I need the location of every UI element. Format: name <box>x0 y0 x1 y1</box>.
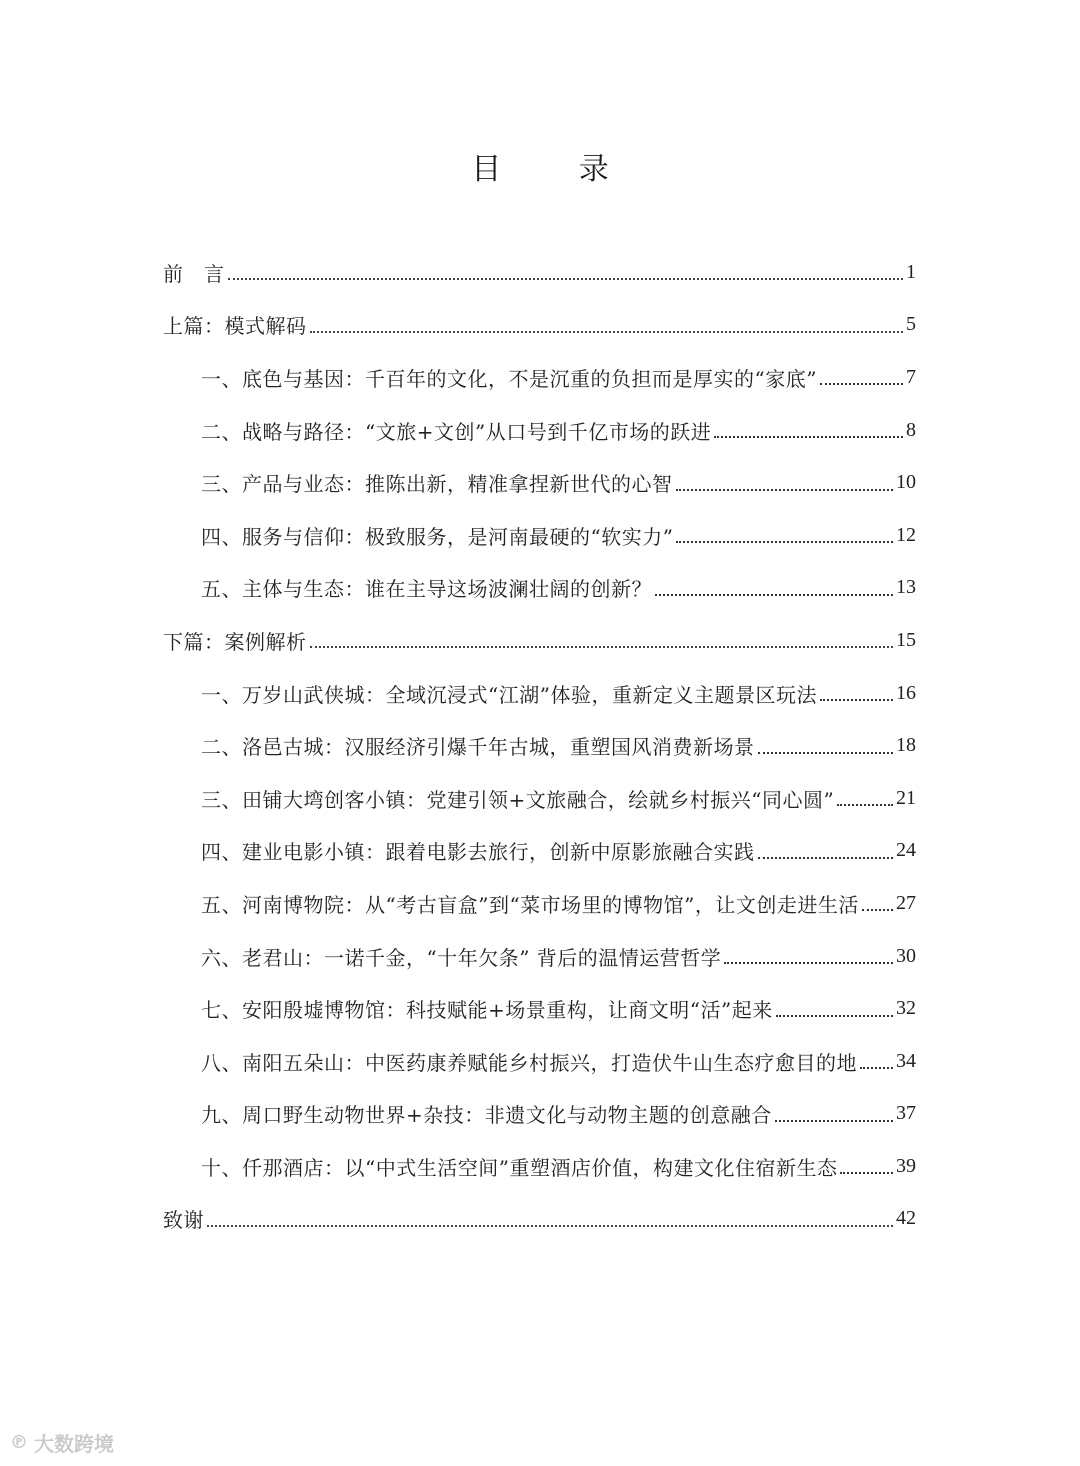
toc-entry-page-number: 37 <box>896 1102 916 1125</box>
toc-entry-label: 九、周口野生动物世界+杂技：非遗文化与动物主题的创意融合 <box>201 1103 772 1128</box>
toc-entry-label: 前 言 <box>163 261 225 286</box>
toc-chapter-entry[interactable] <box>163 930 916 983</box>
toc-dot-leader <box>655 594 893 596</box>
toc-dot-leader <box>228 278 904 280</box>
toc-chapter-entry[interactable] <box>163 825 916 878</box>
toc-entry-page-number: 34 <box>896 1049 916 1072</box>
toc-dot-leader <box>840 1172 893 1174</box>
toc-entry-label: 七、安阳殷墟博物馆：科技赋能+场景重构，让商文明“活”起来 <box>201 998 773 1023</box>
toc-entry-page-number: 32 <box>896 997 916 1020</box>
toc-entry-page-number: 8 <box>906 418 916 441</box>
toc-entry-label: 二、洛邑古城：汉服经济引爆千年古城，重塑国风消费新场景 <box>201 735 755 760</box>
toc-chapter-entry[interactable] <box>163 1088 916 1141</box>
toc-entry-label: 五、河南博物院：从“考古盲盒”到“菜市场里的博物馆”，让文创走进生活 <box>201 892 859 917</box>
toc-entry-page-number: 21 <box>896 786 916 809</box>
toc-chapter-entry[interactable] <box>163 877 916 930</box>
toc-dot-leader <box>310 331 904 333</box>
toc-entry-label: 下篇：案例解析 <box>163 629 307 654</box>
toc-dot-leader <box>820 383 903 385</box>
toc-entry-label: 致谢 <box>163 1208 204 1233</box>
toc-entry-label: 五、主体与生态：谁在主导这场波澜壮阔的创新？ <box>201 577 652 602</box>
toc-dot-leader <box>758 752 894 754</box>
toc-dot-leader <box>862 909 893 911</box>
toc-entry-label: 八、南阳五朵山：中医药康养赋能乡村振兴，打造伏牛山生态疗愈目的地 <box>201 1050 857 1075</box>
toc-entry-page-number: 12 <box>896 523 916 546</box>
toc-section-entry[interactable] <box>163 246 916 299</box>
watermark-text: 大数跨境 <box>34 1432 114 1456</box>
toc-entry-page-number: 42 <box>896 1207 916 1230</box>
toc-chapter-entry[interactable] <box>163 351 916 404</box>
watermark-logo-icon: ℗ <box>10 1432 28 1453</box>
toc-dot-leader <box>775 1120 893 1122</box>
toc-list <box>163 246 916 1245</box>
toc-entry-page-number: 39 <box>896 1154 916 1177</box>
toc-entry-page-number: 18 <box>896 734 916 757</box>
toc-entry-page-number: 27 <box>896 891 916 914</box>
toc-entry-page-number: 1 <box>906 260 916 283</box>
toc-entry-label: 三、产品与业态：推陈出新，精准拿捏新世代的心智 <box>201 472 673 497</box>
toc-entry-label: 三、田铺大塆创客小镇：党建引领+文旅融合，绘就乡村振兴“同心圆” <box>201 787 835 812</box>
toc-chapter-entry[interactable] <box>163 667 916 720</box>
toc-entry-label: 四、建业电影小镇：跟着电影去旅行，创新中原影旅融合实践 <box>201 840 755 865</box>
toc-entry-page-number: 16 <box>896 681 916 704</box>
toc-chapter-entry[interactable] <box>163 982 916 1035</box>
toc-dot-leader <box>724 962 893 964</box>
toc-chapter-entry[interactable] <box>163 1035 916 1088</box>
toc-section-entry[interactable] <box>163 614 916 667</box>
toc-dot-leader <box>310 646 894 648</box>
toc-entry-label: 四、服务与信仰：极致服务，是河南最硬的“软实力” <box>201 524 674 549</box>
toc-dot-leader <box>820 699 893 701</box>
toc-entry-label: 一、万岁山武侠城：全域沉浸式“江湖”体验，重新定义主题景区玩法 <box>201 682 817 707</box>
toc-chapter-entry[interactable] <box>163 1140 916 1193</box>
toc-dot-leader <box>676 541 893 543</box>
toc-entry-page-number: 7 <box>906 365 916 388</box>
toc-entry-page-number: 5 <box>906 313 916 336</box>
toc-entry-page-number: 24 <box>896 839 916 862</box>
toc-chapter-entry[interactable] <box>163 404 916 457</box>
toc-entry-label: 二、战略与路径：“文旅+文创”从口号到千亿市场的跃进 <box>201 419 712 444</box>
toc-dot-leader <box>676 489 894 491</box>
toc-dot-leader <box>758 857 894 859</box>
toc-dot-leader <box>776 1015 893 1017</box>
toc-entry-page-number: 15 <box>896 628 916 651</box>
toc-title: 目 录 <box>471 152 643 187</box>
toc-dot-leader <box>714 436 903 438</box>
toc-chapter-entry[interactable] <box>163 772 916 825</box>
toc-section-entry[interactable] <box>163 299 916 352</box>
toc-dot-leader <box>860 1067 893 1069</box>
toc-section-entry[interactable] <box>163 1193 916 1246</box>
toc-entry-label: 一、底色与基因：千百年的文化，不是沉重的负担而是厚实的“家底” <box>201 366 817 391</box>
toc-chapter-entry[interactable] <box>163 456 916 509</box>
toc-chapter-entry[interactable] <box>163 509 916 562</box>
toc-dot-leader <box>207 1225 893 1227</box>
toc-chapter-entry[interactable] <box>163 562 916 615</box>
toc-entry-label: 六、老君山：一诺千金，“十年欠条” 背后的温情运营哲学 <box>201 945 722 970</box>
toc-entry-label: 十、仟那酒店：以“中式生活空间”重塑酒店价值，构建文化住宿新生态 <box>201 1155 838 1180</box>
toc-entry-page-number: 10 <box>896 471 916 494</box>
toc-dot-leader <box>837 804 893 806</box>
toc-entry-page-number: 13 <box>896 576 916 599</box>
toc-chapter-entry[interactable] <box>163 719 916 772</box>
toc-entry-label: 上篇：模式解码 <box>163 314 307 339</box>
toc-entry-page-number: 30 <box>896 944 916 967</box>
watermark <box>10 1428 114 1457</box>
